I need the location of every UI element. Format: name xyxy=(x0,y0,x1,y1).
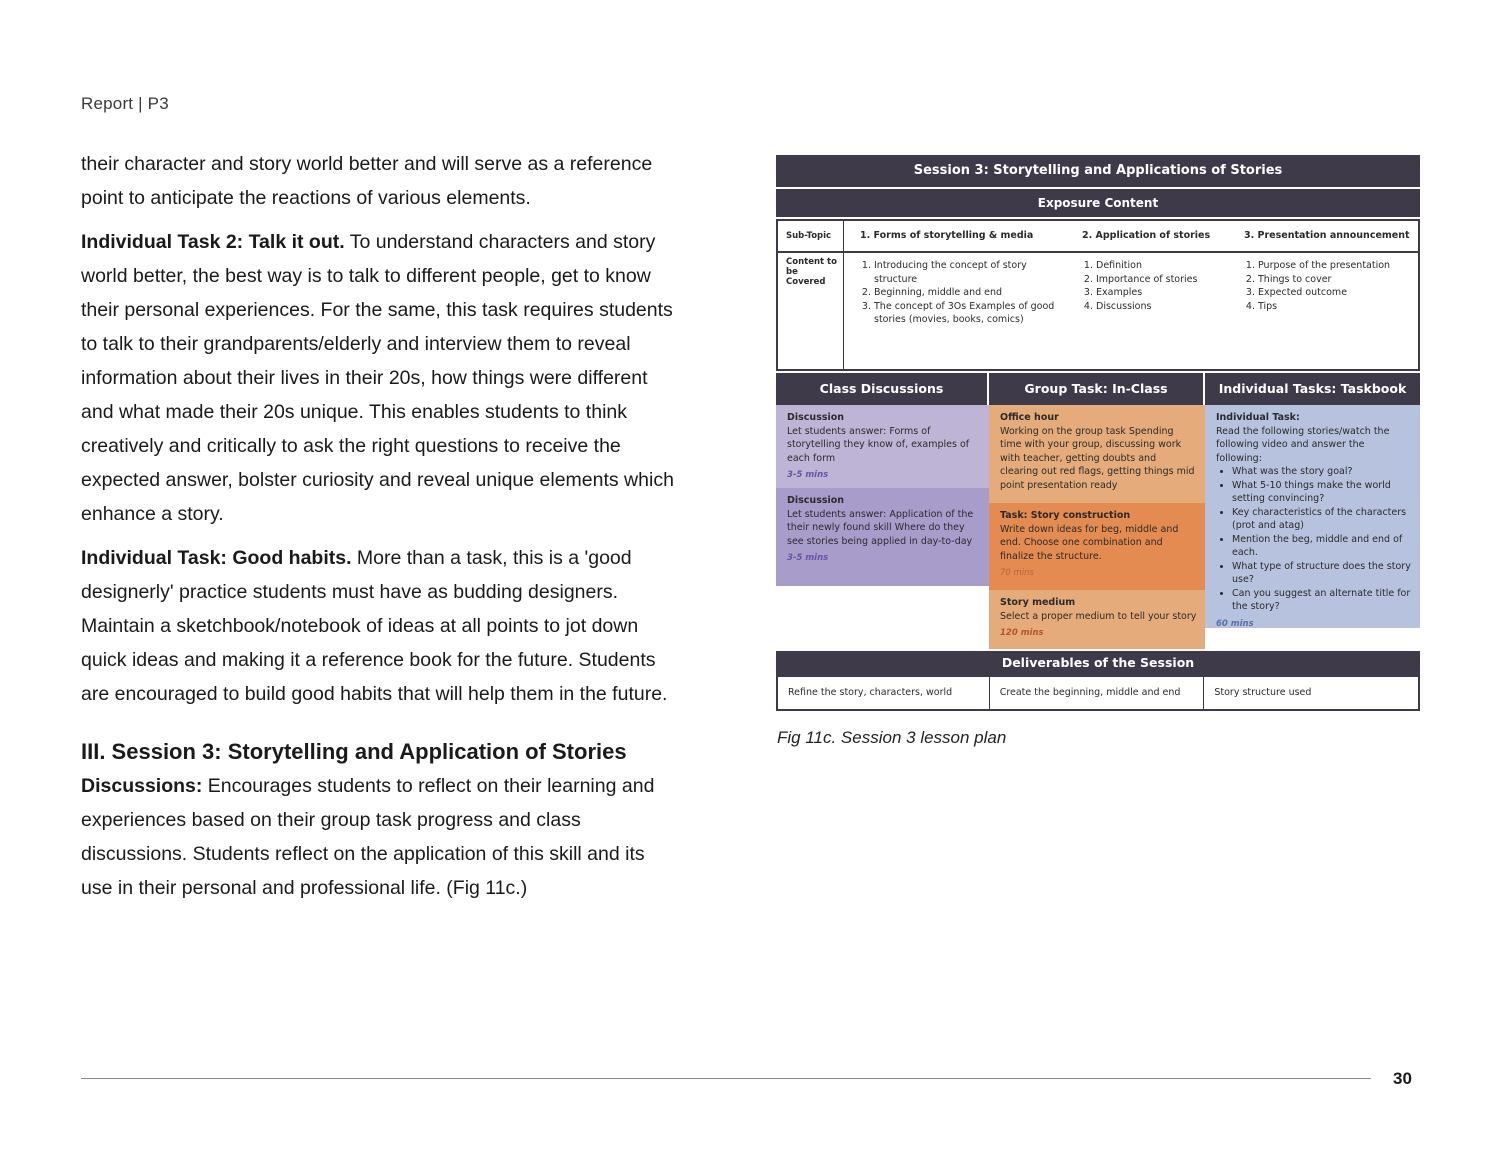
paragraph-good-habits: Individual Task: Good habits. More than a task, this is a 'good designerly' practice students must have as budding designers. Maintain a sketchbook/notebook of ideas at all points to jot down quick ideas and making it a reference book for the future. Students are encouraged to build good habits that will help them in the future. xyxy=(81,547,668,705)
list-item: 3. Expected outcome xyxy=(1258,286,1412,300)
duration: 3-5 mins xyxy=(787,553,829,563)
duration: 60 mins xyxy=(1216,618,1254,629)
topic-3: 3. Presentation announcement xyxy=(1244,230,1410,241)
discussion-block: Discussion Let students answer: Application of the their newly found skill Where do they see stories being applied in day-to-day 3-5 mins xyxy=(776,488,989,586)
list-item: • What 5-10 things make the world setting convincing? xyxy=(1232,479,1412,506)
content-label: Content to be Covered xyxy=(778,253,844,369)
paragraph: their character and story world better and will serve as a reference point to anticipate the reactions of various elements. xyxy=(81,153,653,209)
story-construction-block: Task: Story construction Write down ideas for beg, middle and end. Choose one combination and finalize the structure. 70 mins xyxy=(989,503,1205,590)
subtopic-row xyxy=(778,221,1418,253)
list-item: 3. Examples xyxy=(1096,286,1222,300)
footer-divider xyxy=(81,1078,1371,1079)
class-discussions-header: Class Discussions xyxy=(776,373,989,405)
list-item: 2. Importance of stories xyxy=(1096,273,1222,287)
list-item: • Key characteristics of the characters (prot and atag) xyxy=(1232,506,1412,533)
list-item: 1. Introducing the concept of story structure xyxy=(874,259,1060,286)
body-text xyxy=(81,147,681,915)
figure-title: Session 3: Storytelling and Applications of Stories xyxy=(776,155,1420,187)
task-title: Discussions: xyxy=(81,775,203,797)
deliverables-row xyxy=(776,675,1420,711)
content-row xyxy=(778,253,1418,369)
class-discussions-column xyxy=(776,405,989,586)
group-task-column xyxy=(989,405,1205,649)
figure-caption: Fig 11c. Session 3 lesson plan xyxy=(777,728,1007,747)
office-hour-block: Office hour Working on the group task Spending time with your group, discussing work with teacher, getting doubts and clearing out red flags, getting things mid point presentation ready xyxy=(989,405,1205,503)
section-heading: III. Session 3: Storytelling and Application of Stories xyxy=(81,739,627,764)
task-title: Individual Task: Good habits. xyxy=(81,547,352,569)
topic-1: 1. Forms of storytelling & media xyxy=(860,230,1034,241)
exposure-table xyxy=(776,219,1420,371)
list-item: • Can you suggest an alternate title for the story? xyxy=(1232,587,1412,614)
deliverable-cell: Create the beginning, middle and end xyxy=(990,677,1205,709)
individual-tasks-header: Individual Tasks: Taskbook xyxy=(1205,373,1420,405)
list-item: 2. Things to cover xyxy=(1258,273,1412,287)
subtopic-label: Sub-Topic xyxy=(778,221,844,251)
task-columns-header xyxy=(776,373,1420,405)
deliverable-cell: Story structure used xyxy=(1214,687,1312,698)
page-number: 30 xyxy=(1393,1069,1412,1088)
topic-1-content xyxy=(844,253,1066,369)
list-item: 4. Tips xyxy=(1258,300,1412,314)
list-item: • Mention the beg, middle and end of each. xyxy=(1232,533,1412,560)
deliverables-header: Deliverables of the Session xyxy=(776,651,1420,675)
list-item: 2. Beginning, middle and end xyxy=(874,286,1060,300)
list-item: • What type of structure does the story use? xyxy=(1232,560,1412,587)
list-item: 4. Discussions xyxy=(1096,300,1222,314)
discussion-block: Discussion Let students answer: Forms of storytelling they know of, examples of each form 3-5 mins xyxy=(776,405,989,488)
list-item: 1. Purpose of the presentation xyxy=(1258,259,1412,273)
list-item: • What was the story goal? xyxy=(1232,465,1412,479)
lesson-plan-figure xyxy=(776,155,1420,711)
running-header: Report | P3 xyxy=(81,94,169,113)
topic-2: 2. Application of stories xyxy=(1082,230,1211,241)
individual-task-block: Individual Task: Read the following stories/watch the following video and answer the following: • What was the story goal? • What 5-10 things make the world setting convincing? • Key characteristics of the characters (prot and atag) • Mention the beg, middle and end of each. • What type of structure does the story use? • Can you suggest an alternate title for the story? 60 mins xyxy=(1205,405,1420,628)
individual-tasks-column xyxy=(1205,405,1420,628)
paragraph-discussions: Discussions: Encourages students to reflect on their learning and experiences based on their group task progress and class discussions. Students reflect on the application of this skill and its use in their personal and professional life. (Fig 11c.) xyxy=(81,775,655,899)
task-title: Individual Task 2: Talk it out. xyxy=(81,231,345,253)
duration: 120 mins xyxy=(1000,628,1044,638)
topic-2-content xyxy=(1066,253,1228,369)
task-columns xyxy=(776,405,1420,649)
deliverable-cell: Refine the story, characters, world xyxy=(778,677,990,709)
group-task-header: Group Task: In-Class xyxy=(989,373,1205,405)
story-medium-block: Story medium Select a proper medium to tell your story 120 mins xyxy=(989,590,1205,649)
list-item: 1. Definition xyxy=(1096,259,1222,273)
paragraph-talk-it-out: Individual Task 2: Talk it out. To understand characters and story world better, the best way is to talk to different people, get to know their personal experiences. For the same, this task requires students to talk to their grandparents/elderly and interview them to reveal information about their lives in their 20s, how things were different and what made their 20s unique. This enables students to think creatively and critically to ask the right questions to receive the expected answer, bolster curiosity and reveal unique elements which enhance a story. xyxy=(81,231,674,525)
duration: 3-5 mins xyxy=(787,470,829,480)
exposure-header: Exposure Content xyxy=(776,189,1420,217)
duration: 70 mins xyxy=(1000,568,1034,578)
topic-3-content xyxy=(1228,253,1418,369)
list-item: 3. The concept of 3Os Examples of good stories (movies, books, comics) xyxy=(874,300,1060,327)
